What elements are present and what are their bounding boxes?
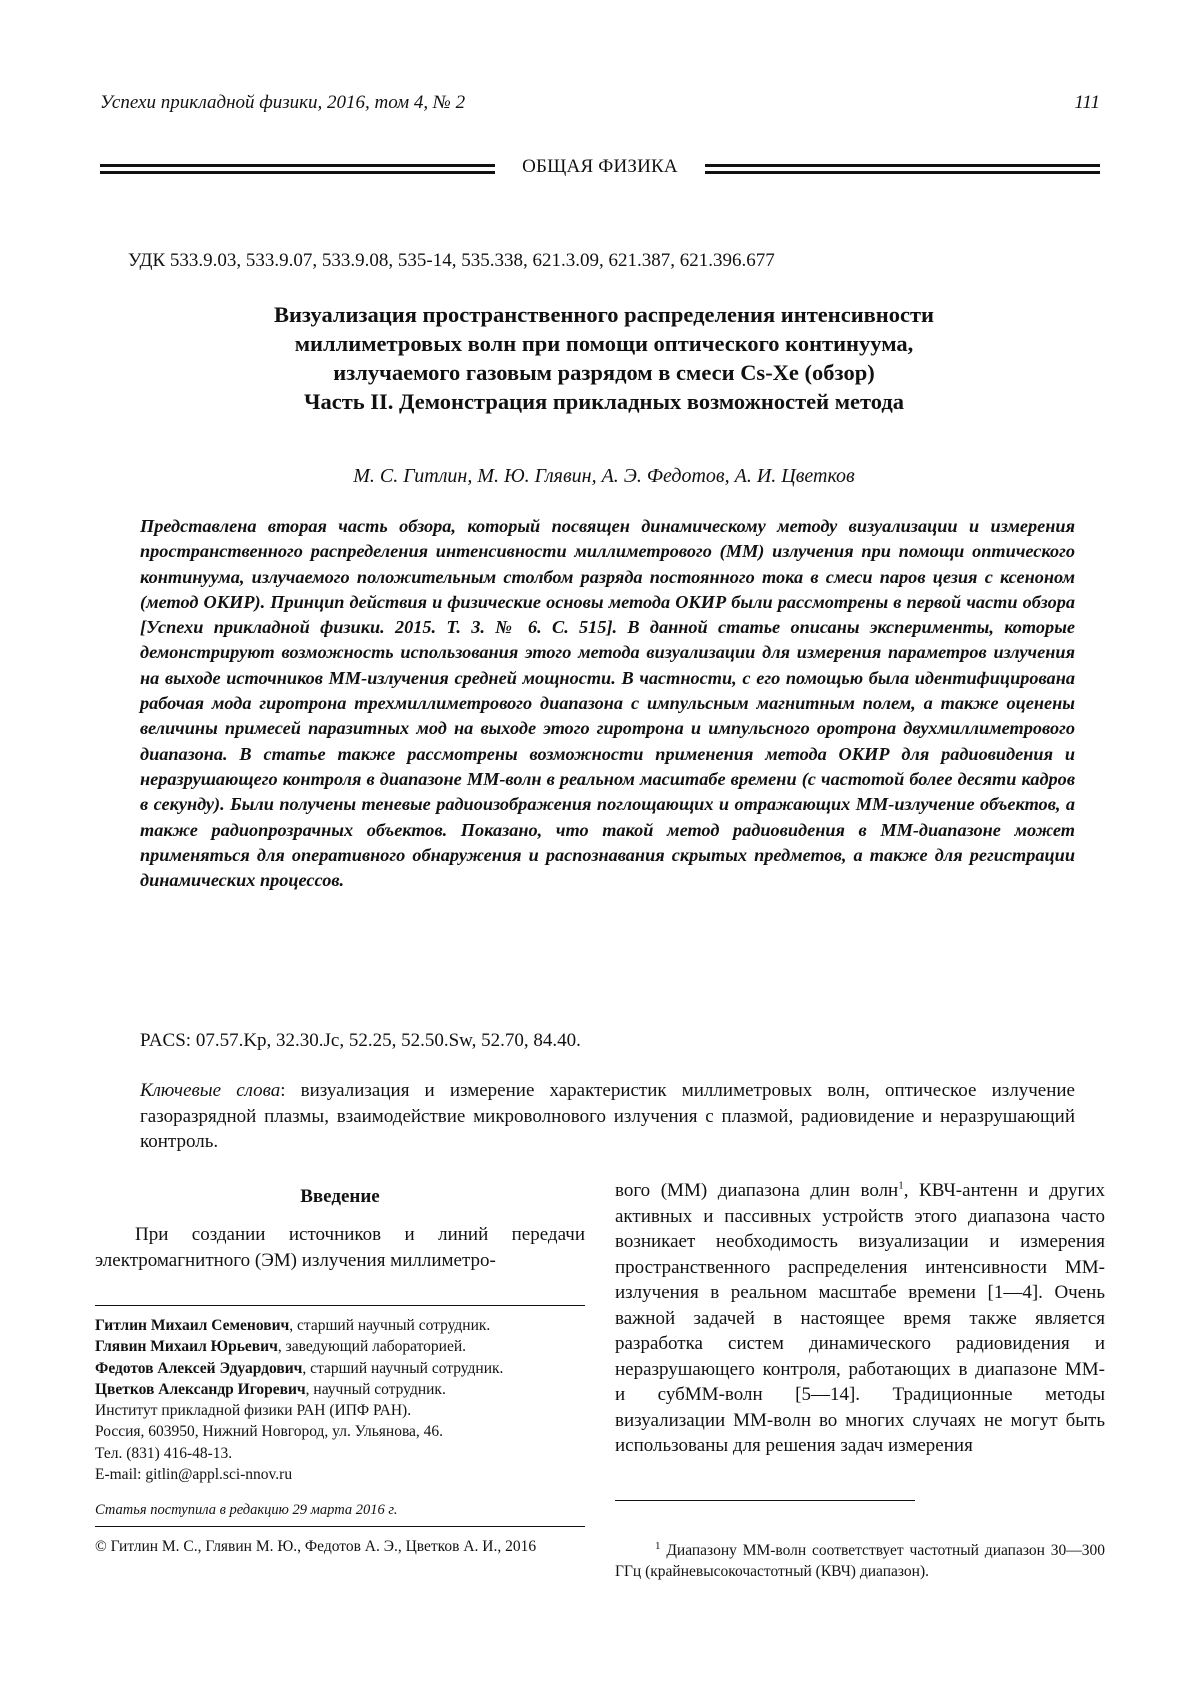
affiliation-1 [95,1315,585,1336]
author-affiliations [95,1315,585,1485]
title-line-4: Часть II. Демонстрация прикладных возможностей метода [303,389,905,414]
authors: М. С. Гитлин, М. Ю. Глявин, А. Э. Федотов, А. И. Цветков [353,465,855,487]
intro-left-column [95,1186,585,1273]
double-rule-left [100,164,495,174]
footnote-mark: 1 [655,1539,661,1552]
footnote-text: Диапазону ММ-волн соответствует частотный диапазон 30—300 ГГц (крайневысокочастотный (КВЧ) диапазон). [615,1542,1105,1580]
page-number: 111 [1074,92,1100,113]
double-rule-right [705,164,1100,174]
keywords-text: : визуализация и измерение характеристик миллиметровых волн, оптическое излучение газоразрядной плазмы, взаимодействие микроволнового излучения с плазмой, радиовидение и неразрушающий контроль. [140,1080,1075,1152]
institute-phone: Тел. (831) 416-48-13. [95,1444,233,1462]
affiliation-2-role: , заведующий лабораторией. [277,1338,467,1356]
intro-paragraph-left: При создании источников и линий передачи электромагнитного (ЭМ) излучения миллиметро- [95,1224,585,1271]
pacs-codes: PACS: 07.57.Kp, 32.30.Jc, 52.25, 52.50.Sw, 52.70, 84.40. [140,1030,581,1051]
affiliation-1-role: , старший научный сотрудник. [289,1317,491,1334]
intro-right-column [615,1178,1105,1459]
affiliation-4 [95,1379,585,1400]
received-date: Статья поступила в редакцию 29 марта 2016 г. [95,1502,398,1518]
footnote-reference-1: 1 [898,1179,904,1192]
udk-code: УДК 533.9.03, 533.9.07, 533.9.08, 535-14, 535.338, 621.3.09, 621.387, 621.396.677 [128,250,775,271]
title-line-2: миллиметровых волн при помощи оптического континуума, [294,331,914,356]
keywords-label: Ключевые слова [140,1080,281,1101]
journal-header: Успехи прикладной физики, 2016, том 4, № 2 [100,92,466,113]
intro-right-text-b: , КВЧ-антенн и других активных и пассивных устройств этого диапазона часто возникает необходимость визуализации и измерения пространственного распределения интенсивности ММ-излучения в реальном масштабе времени [1—4]. Очень важной задачей в настоящее время также является разработка систем динамического радиовидения и неразрушающего контроля, работающих в диапазоне ММ- и субММ-волн [5—14]. Традиционные методы визуализации ММ-волн во многих случаях не могут быть использованы для решения задач измерения [615,1180,1105,1456]
affiliation-divider [95,1305,585,1306]
copyright-divider [95,1526,585,1527]
institute-email: E-mail: gitlin@appl.sci-nnov.ru [95,1466,293,1484]
article-title [130,300,1078,416]
copyright: © Гитлин М. С., Глявин М. Ю., Федотов А. Э., Цветков А. И., 2016 [95,1538,537,1555]
abstract: Представлена вторая часть обзора, который посвящен динамическому методу визуализации и измерения пространственного распределения интенсивности миллиметрового (ММ) излучения при помощи оптического континуума, излучаемого положительным столбом разряда постоянного тока в смеси паров цезия с ксеноном (метод ОКИР). Принцип действия и физические основы метода ОКИР были рассмотрены в первой части обзора [Успехи прикладной физики. 2015. Т. 3. № 6. С. 515]. В данной статье описаны эксперименты, которые демонстрируют возможность использования этого метода визуализации для измерения параметров излучения на выходе источников ММ-излучения средней мощности. В частности, с его помощью была идентифицирована рабочая мода гиротрона трехмиллиметрового диапазона с импульсным магнитным полем, а также оценены величины примесей паразитных мод на выходе этого гиротрона и импульсного оротрона двухмиллиметрового диапазона. В статье также рассмотрены возможности применения метода ОКИР для радиовидения и неразрушающего контроля в диапазоне ММ-волн в реальном масштабе времени (с частотой более десяти кадров в секунду). Были получены теневые радиоизображения поглощающих и отражающих ММ-излучение объектов, а также радиопрозрачных объектов. Показано, что такой метод радиовидения в ММ-диапазоне может применяться для оперативного обнаружения и распознавания скрытых предметов, а также для регистрации динамических процессов. [140,516,1075,891]
affiliation-4-name: Цветков Александр Игоревич [95,1380,306,1398]
institute-address: Россия, 603950, Нижний Новгород, ул. Ульянова, 46. [95,1423,444,1441]
institute-name: Институт прикладной физики РАН (ИПФ РАН). [95,1402,412,1420]
footnote-divider [615,1500,915,1501]
section-title: ОБЩАЯ ФИЗИКА [522,156,678,177]
affiliation-3-role: , старший научный сотрудник. [302,1359,504,1377]
keywords [140,1078,1075,1155]
section-banner [100,156,1100,178]
footnote-1 [615,1540,1105,1582]
title-line-1: Визуализация пространственного распределения интенсивности [273,302,935,327]
affiliation-3 [95,1358,585,1379]
affiliation-1-name: Гитлин Михаил Семенович [95,1317,290,1334]
affiliation-2 [95,1336,585,1357]
intro-heading: Введение [300,1186,380,1207]
title-line-3: излучаемого газовым разрядом в смеси Cs-Xe (обзор) [333,360,875,385]
affiliation-2-name: Глявин Михаил Юрьевич [95,1338,278,1356]
affiliation-4-role: , научный сотрудник. [305,1380,446,1398]
affiliation-3-name: Федотов Алексей Эдуардович [95,1359,303,1377]
intro-right-text-a: вого (ММ) диапазона длин волн [615,1180,899,1201]
